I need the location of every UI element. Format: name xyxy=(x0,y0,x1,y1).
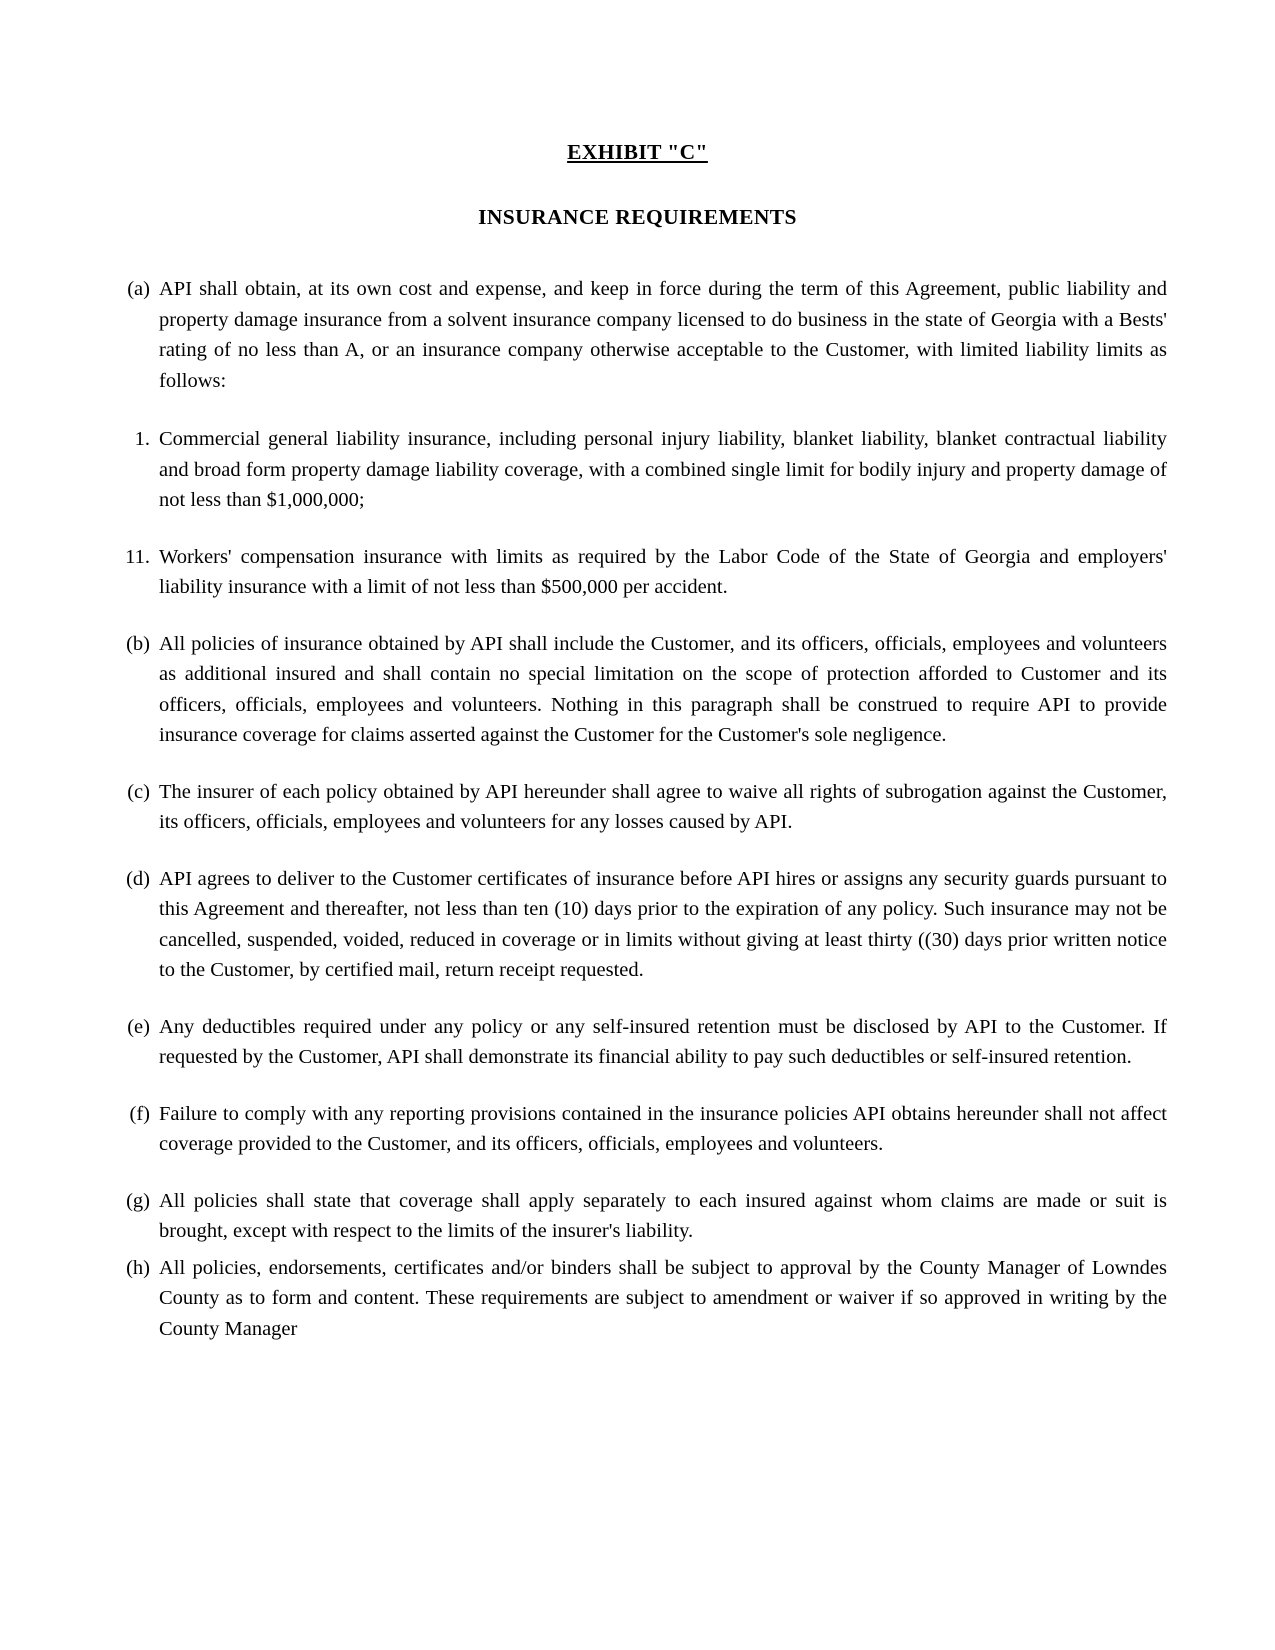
clause-g xyxy=(108,1186,1167,1247)
clause-marker: (h) xyxy=(126,1256,150,1279)
clause-marker: (c) xyxy=(127,780,150,803)
clause-text: API agrees to deliver to the Customer certificates of insurance before API hires or assigns any security guards pursuant to this Agreement and thereafter, not less than ten (10) days prior to the expiration of any policy. Such insurance may not be cancelled, suspended, voided, reduced in coverage or in limits without giving at least thirty ((30) days prior written notice to the Customer, by certified mail, return receipt requested. xyxy=(159,867,1167,981)
clause-text: Workers' compensation insurance with limits as required by the Labor Code of the State of Georgia and employers' liability insurance with a limit of not less than $500,000 per accident. xyxy=(159,545,1167,598)
clause-marker: (f) xyxy=(129,1102,150,1125)
clause-c xyxy=(108,777,1167,838)
clause-d xyxy=(108,864,1167,986)
clause-1 xyxy=(108,424,1167,516)
clause-marker: (b) xyxy=(126,632,150,655)
clause-marker: (a) xyxy=(127,278,150,300)
clause-text: The insurer of each policy obtained by API hereunder shall agree to waive all rights of subrogation against the Customer, its officers, officials, employees and volunteers for any losses caused by API. xyxy=(159,780,1167,833)
clause-11 xyxy=(108,542,1167,603)
clause-a xyxy=(108,274,1167,396)
clause-b xyxy=(108,629,1167,751)
clause-h xyxy=(108,1253,1167,1345)
page-subtitle: INSURANCE REQUIREMENTS xyxy=(478,205,797,229)
clause-marker: 1. xyxy=(134,428,150,450)
clause-text: API shall obtain, at its own cost and expense, and keep in force during the term of this Agreement, public liability and property damage insurance from a solvent insurance company licensed to do business in the state of Georgia with a Bests' rating of no less than A, or an insurance company otherwise acceptable to the Customer, with limited liability limits as follows: xyxy=(159,278,1167,392)
clause-marker: (d) xyxy=(126,867,150,890)
clause-text: All policies of insurance obtained by API shall include the Customer, and its officers, officials, employees and volunteers as additional insured and shall contain no special limitation on the scope of protection afforded to Customer and its officers, officials, employees and volunteers. Nothing in this paragraph shall be construed to require API to provide insurance coverage for claims asserted against the Customer for the Customer's sole negligence. xyxy=(159,632,1167,746)
clause-marker: (e) xyxy=(127,1015,150,1038)
clause-text: All policies shall state that coverage shall apply separately to each insured against whom claims are made or suit is brought, except with respect to the limits of the insurer's liability. xyxy=(159,1189,1167,1242)
page-title: EXHIBIT "C" xyxy=(567,140,708,164)
clause-text: Failure to comply with any reporting provisions contained in the insurance policies API obtains hereunder shall not affect coverage provided to the Customer, and its officers, officials, employees and volunteers. xyxy=(159,1102,1167,1155)
clause-text: Commercial general liability insurance, including personal injury liability, blanket liability, blanket contractual liability and broad form property damage liability coverage, with a combined single limit for bodily injury and property damage of not less than $1,000,000; xyxy=(159,428,1167,511)
clause-marker: (g) xyxy=(126,1189,150,1212)
clause-text: Any deductibles required under any policy or any self-insured retention must be disclosed by API to the Customer. If requested by the Customer, API shall demonstrate its financial ability to pay such deductibles or self-insured retention. xyxy=(159,1015,1167,1068)
clause-marker: 11. xyxy=(125,545,150,568)
clause-f xyxy=(108,1099,1167,1160)
clause-text: All policies, endorsements, certificates and/or binders shall be subject to approval by the County Manager of Lowndes County as to form and content. These requirements are subject to amendment or waiver if so approved in writing by the County Manager xyxy=(159,1256,1167,1340)
clause-e xyxy=(108,1012,1167,1073)
